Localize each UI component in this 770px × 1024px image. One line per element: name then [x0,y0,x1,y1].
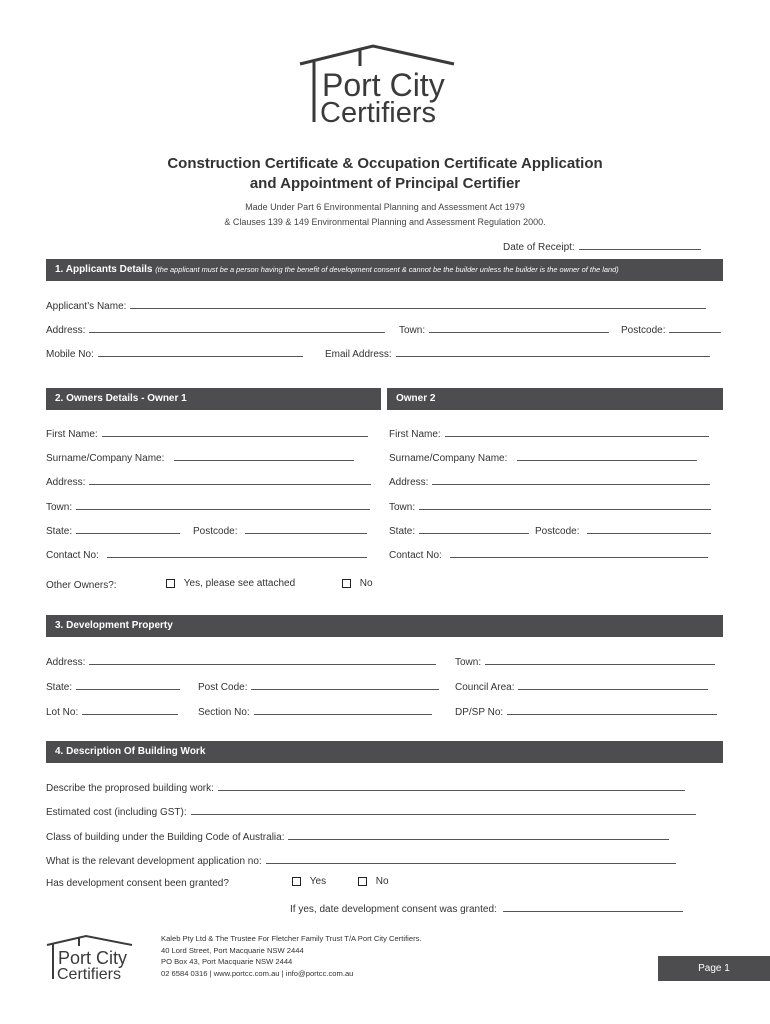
estimated-cost-row [46,805,696,818]
other-owners-no-option [342,578,373,589]
property-lot-label: Lot No: [46,707,79,718]
owner2-postcode-row [535,524,711,537]
applicant-email-field[interactable] [396,347,710,357]
property-section-label: Section No: [198,707,250,718]
owner2-state-field[interactable] [419,524,529,534]
consent-granted-label: Has development consent been granted? [46,878,229,889]
other-owners-no-label: No [359,578,373,589]
owner1-postcode-row [193,524,367,537]
property-dpsp-row [455,705,717,718]
footer-separator: | [209,968,212,978]
owner2-state-label: State: [389,526,416,537]
owner2-address-label: Address: [389,477,429,488]
relevant-da-row [46,854,676,867]
footer-separator-2: | [281,968,284,978]
owner2-address-row [389,475,710,488]
owner1-postcode-field[interactable] [245,524,367,534]
section2-heading-owner1: 2. Owners Details - Owner 1 [55,393,187,404]
footer-logo-line2: Certifiers [57,966,122,983]
section3-heading-bar [46,615,723,637]
date-of-receipt [503,240,701,253]
property-dpsp-field[interactable] [507,705,717,715]
section3-heading: 3. Development Property [55,620,173,631]
property-postcode-label: Post Code: [198,682,248,693]
applicant-address-label: Address: [46,325,86,336]
owner1-address-field[interactable] [89,475,371,485]
footer-phone: 02 6584 0316 [161,968,208,978]
property-postcode-field[interactable] [251,680,439,690]
consent-yes-label: Yes [309,876,327,887]
footer-website[interactable]: www.portcc.com.au [213,968,280,978]
subtitle-line1: Made Under Part 6 Environmental Planning and Assessment Act 1979 [245,202,525,212]
owner1-contact-label: Contact No: [46,550,99,561]
title-line1: Construction Certificate & Occupation Certificate Application [167,155,603,172]
property-section-row [198,705,432,718]
owner1-address-row [46,475,371,488]
applicant-address-field[interactable] [89,323,385,333]
owner1-state-label: State: [46,526,73,537]
owner2-address-field[interactable] [432,475,710,485]
consent-no-checkbox[interactable] [358,877,367,886]
property-address-row [46,655,436,668]
section1-heading: 1. Applicants Details [55,264,153,275]
owner2-postcode-field[interactable] [587,524,711,534]
consent-date-row [290,902,683,915]
property-dpsp-label: DP/SP No: [455,707,504,718]
applicant-mobile-row [46,347,303,360]
estimated-cost-label: Estimated cost (including GST): [46,807,187,818]
owner1-contact-row [46,548,367,561]
section2-heading-owner2: Owner 2 [396,393,436,404]
section2-heading-bar [46,388,381,410]
footer-logo-line1: Port City [58,948,128,968]
consent-yes-option [292,876,326,887]
estimated-cost-field[interactable] [191,805,696,815]
owner1-surname-label: Surname/Company Name: [46,453,165,464]
logo-line1: Port City [322,67,445,103]
section4-heading: 4. Description Of Building Work [55,746,206,757]
consent-date-field[interactable] [503,902,683,912]
owner2-contact-row [389,548,708,561]
logo [298,42,473,128]
owner1-surname-field[interactable] [174,451,354,461]
applicant-mobile-field[interactable] [98,347,303,357]
footer-info [161,933,422,979]
relevant-da-label: What is the relevant development application no: [46,856,262,867]
property-town-row [455,655,715,668]
applicant-postcode-field[interactable] [669,323,721,333]
owner1-surname-row [46,451,354,464]
property-council-area-label: Council Area: [455,682,515,693]
consent-no-label: No [375,876,389,887]
property-town-label: Town: [455,657,482,668]
owner1-address-label: Address: [46,477,86,488]
owner1-town-label: Town: [46,502,73,513]
consent-yes-checkbox[interactable] [292,877,301,886]
owner2-town-label: Town: [389,502,416,513]
property-lot-field[interactable] [82,705,178,715]
property-section-field[interactable] [254,705,432,715]
owner2-first-name-label: First Name: [389,429,441,440]
owner2-contact-field[interactable] [450,548,708,558]
date-of-receipt-field[interactable] [579,240,701,250]
section1-note: (the applicant must be a person having the benefit of development consent & cannot be the builder unless the builder is the owner of the land) [155,265,619,274]
subtitle-line2: & Clauses 139 & 149 Environmental Planning and Assessment Regulation 2000. [224,217,546,227]
owner2-first-name-row [389,427,709,440]
footer-line2: 40 Lord Street, Port Macquarie NSW 2444 [161,945,304,955]
title-line2: and Appointment of Principal Certifier [249,175,521,192]
owner1-first-name-field[interactable] [102,427,368,437]
property-council-area-row [455,680,708,693]
applicant-name-label: Applicant’s Name: [46,301,127,312]
applicant-town-field[interactable] [429,323,609,333]
footer-logo [46,933,146,983]
applicant-name-row [46,299,706,312]
other-owners-yes-option [166,578,295,589]
other-owners-yes-label: Yes, please see attached [183,578,296,589]
applicant-postcode-row [621,323,721,336]
property-state-field[interactable] [76,680,180,690]
property-lot-row [46,705,178,718]
owner1-first-name-label: First Name: [46,429,98,440]
logo-line2: Certifiers [320,97,437,128]
property-state-row [46,680,180,693]
owner2-contact-label: Contact No: [389,550,442,561]
property-council-area-field[interactable] [518,680,708,690]
owner1-town-row [46,500,370,513]
property-town-field[interactable] [485,655,715,665]
owner2-town-row [389,500,711,513]
property-state-label: State: [46,682,73,693]
footer-line3: PO Box 43, Port Macquarie NSW 2444 [161,957,293,966]
owner2-postcode-label: Postcode: [535,526,580,537]
owner1-contact-field[interactable] [107,548,367,558]
footer-email[interactable]: info@portcc.com.au [285,968,354,978]
applicant-mobile-label: Mobile No: [46,349,94,360]
owner2-surname-row [389,451,697,464]
consent-date-label: If yes, date development consent was granted: [290,904,497,915]
building-class-row [46,830,669,843]
relevant-da-field[interactable] [266,854,676,864]
property-postcode-row [198,680,439,693]
owner2-town-field[interactable] [419,500,711,510]
consent-no-option [358,876,389,887]
footer-contact [161,968,422,980]
applicant-town-row [399,323,609,336]
property-address-label: Address: [46,657,86,668]
property-address-field[interactable] [89,655,436,665]
describe-work-field[interactable] [218,781,685,791]
building-class-field[interactable] [288,830,669,840]
other-owners-yes-checkbox[interactable] [166,579,175,588]
date-of-receipt-label: Date of Receipt: [503,242,575,253]
section4-heading-bar [46,741,723,763]
owner1-first-name-row [46,427,368,440]
section1-heading-bar [46,259,723,281]
other-owners-no-checkbox[interactable] [342,579,351,588]
describe-work-label: Describe the proprosed building work: [46,783,214,794]
owner1-state-field[interactable] [76,524,180,534]
applicant-name-field[interactable] [130,299,706,309]
page-number: Page 1 [658,956,770,981]
applicant-town-label: Town: [399,325,426,336]
owner2-surname-label: Surname/Company Name: [389,453,508,464]
owner1-state-row [46,524,180,537]
applicant-address-row [46,323,385,336]
other-owners-label: Other Owners?: [46,580,117,591]
footer-line1: Kaleb Pty Ltd & The Trustee For Fletcher Family Trust T/A Port City Certifiers. [161,934,422,943]
owner1-town-field[interactable] [76,500,370,510]
owner2-first-name-field[interactable] [445,427,709,437]
building-class-label: Class of building under the Building Code of Australia: [46,832,285,843]
owner2-heading-bar [387,388,723,410]
applicant-email-row [325,347,710,360]
applicant-email-label: Email Address: [325,349,392,360]
applicant-postcode-label: Postcode: [621,325,666,336]
owner2-surname-field[interactable] [517,451,697,461]
owner2-state-row [389,524,529,537]
owner1-postcode-label: Postcode: [193,526,238,537]
describe-work-row [46,781,685,794]
